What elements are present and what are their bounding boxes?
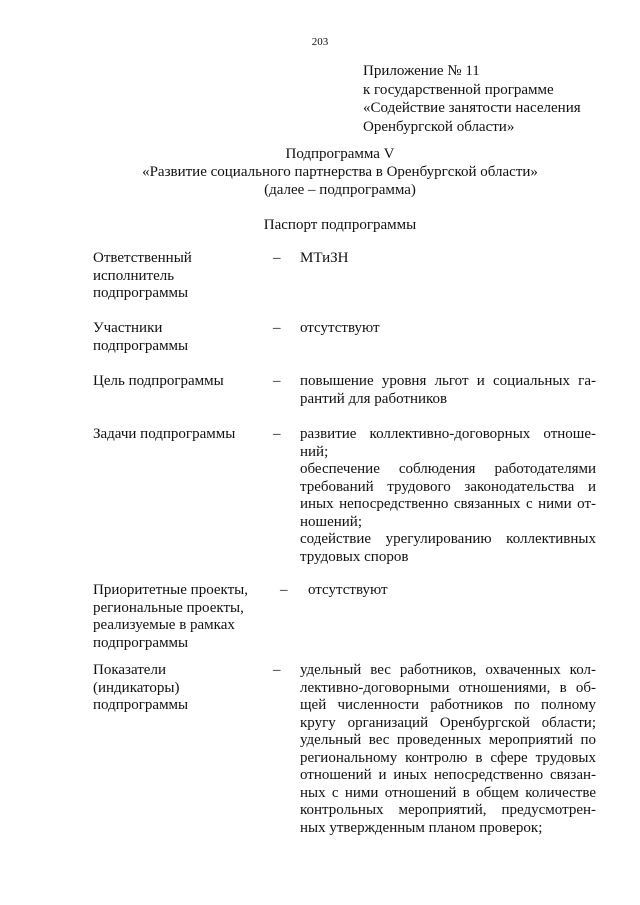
label-line: реализуемые в рамках	[93, 617, 235, 633]
row-label-participants	[93, 320, 263, 355]
appendix-line: Оренбургской области»	[363, 118, 515, 135]
value-line: кругу организаций Оренбургской области;	[300, 714, 596, 731]
label-line: Ответственный	[93, 250, 192, 266]
row-label-priority-projects	[93, 582, 263, 652]
label-line: Задачи подпрограммы	[93, 426, 236, 442]
row-value-responsible	[300, 250, 596, 268]
value-line: МТиЗН	[300, 250, 349, 266]
appendix-line: к государственной программе	[363, 81, 554, 98]
value-line: обеспечение соблюдения работодателями	[300, 461, 596, 477]
row-dash: –	[273, 426, 281, 442]
value-line: ношений;	[300, 513, 362, 530]
label-line: подпрограммы	[93, 285, 189, 301]
value-line: содействие урегулированию коллективных	[300, 531, 596, 547]
appendix-line: «Содействие занятости населения	[363, 100, 581, 116]
label-line: Цель подпрограммы	[93, 373, 224, 389]
label-line: подпрограммы	[93, 634, 189, 651]
label-line: (индикаторы)	[93, 679, 180, 696]
page-number: 203	[311, 36, 329, 48]
value-line: трудовых споров	[300, 548, 409, 565]
row-label-goal	[93, 373, 263, 391]
label-line: региональные проекты,	[93, 599, 244, 616]
value-line: отсутствуют	[308, 582, 388, 598]
value-line: отношений и иных непосредственно связан-	[300, 767, 596, 783]
row-dash: –	[280, 582, 288, 598]
value-line: удельный вес проведенных мероприятий по	[300, 732, 596, 748]
label-line: исполнитель	[93, 267, 175, 284]
row-dash: –	[273, 250, 281, 266]
title-line: Подпрограмма V	[285, 146, 395, 162]
value-line: рантий для работников	[300, 390, 448, 407]
row-value-goal	[300, 373, 596, 408]
label-line: подпрограммы	[93, 697, 189, 713]
title-line: (далее – подпрограмма)	[264, 182, 416, 198]
label-line: Показатели	[93, 662, 166, 678]
passport-heading: Паспорт подпрограммы	[263, 217, 417, 233]
subprogram-title	[0, 145, 640, 199]
value-line: иных непосредственно связанных с ними от-	[300, 496, 596, 512]
value-line: лективно-договорными отношениями, в об-	[300, 679, 596, 696]
value-line: ных с ними отношений в общем количестве	[300, 784, 596, 801]
value-line: региональному контролю в сфере трудовых	[300, 749, 596, 766]
title-line: «Развитие социального партнерства в Оренбургской области»	[142, 164, 538, 180]
row-value-participants	[300, 320, 596, 338]
value-line: повышение уровня льгот и социальных га-	[300, 373, 596, 389]
row-label-indicators	[93, 662, 263, 715]
value-line: контрольных мероприятий, предусмотрен-	[300, 802, 596, 818]
value-line: удельный вес работников, охваченных кол-	[300, 662, 596, 678]
value-line: ний;	[300, 443, 329, 460]
row-value-tasks	[300, 426, 596, 566]
value-line: отсутствуют	[300, 320, 380, 336]
label-line: Участники	[93, 320, 163, 336]
row-dash: –	[273, 373, 281, 389]
appendix-line: Приложение № 11	[363, 63, 480, 79]
value-line: требований трудового законодательства и	[300, 478, 596, 495]
row-dash: –	[273, 662, 281, 678]
label-line: Приоритетные проекты,	[93, 582, 249, 598]
row-value-indicators	[300, 662, 596, 837]
row-label-responsible	[93, 250, 263, 303]
value-line: щей численности работников по полному	[300, 697, 596, 713]
row-label-tasks	[93, 426, 263, 444]
value-line: развитие коллективно-договорных отноше-	[300, 426, 596, 442]
row-value-priority-projects	[308, 582, 604, 600]
appendix-header	[363, 62, 581, 136]
row-dash: –	[273, 320, 281, 336]
value-line: ных утвержденным планом проверок;	[300, 819, 543, 836]
label-line: подпрограммы	[93, 337, 189, 354]
